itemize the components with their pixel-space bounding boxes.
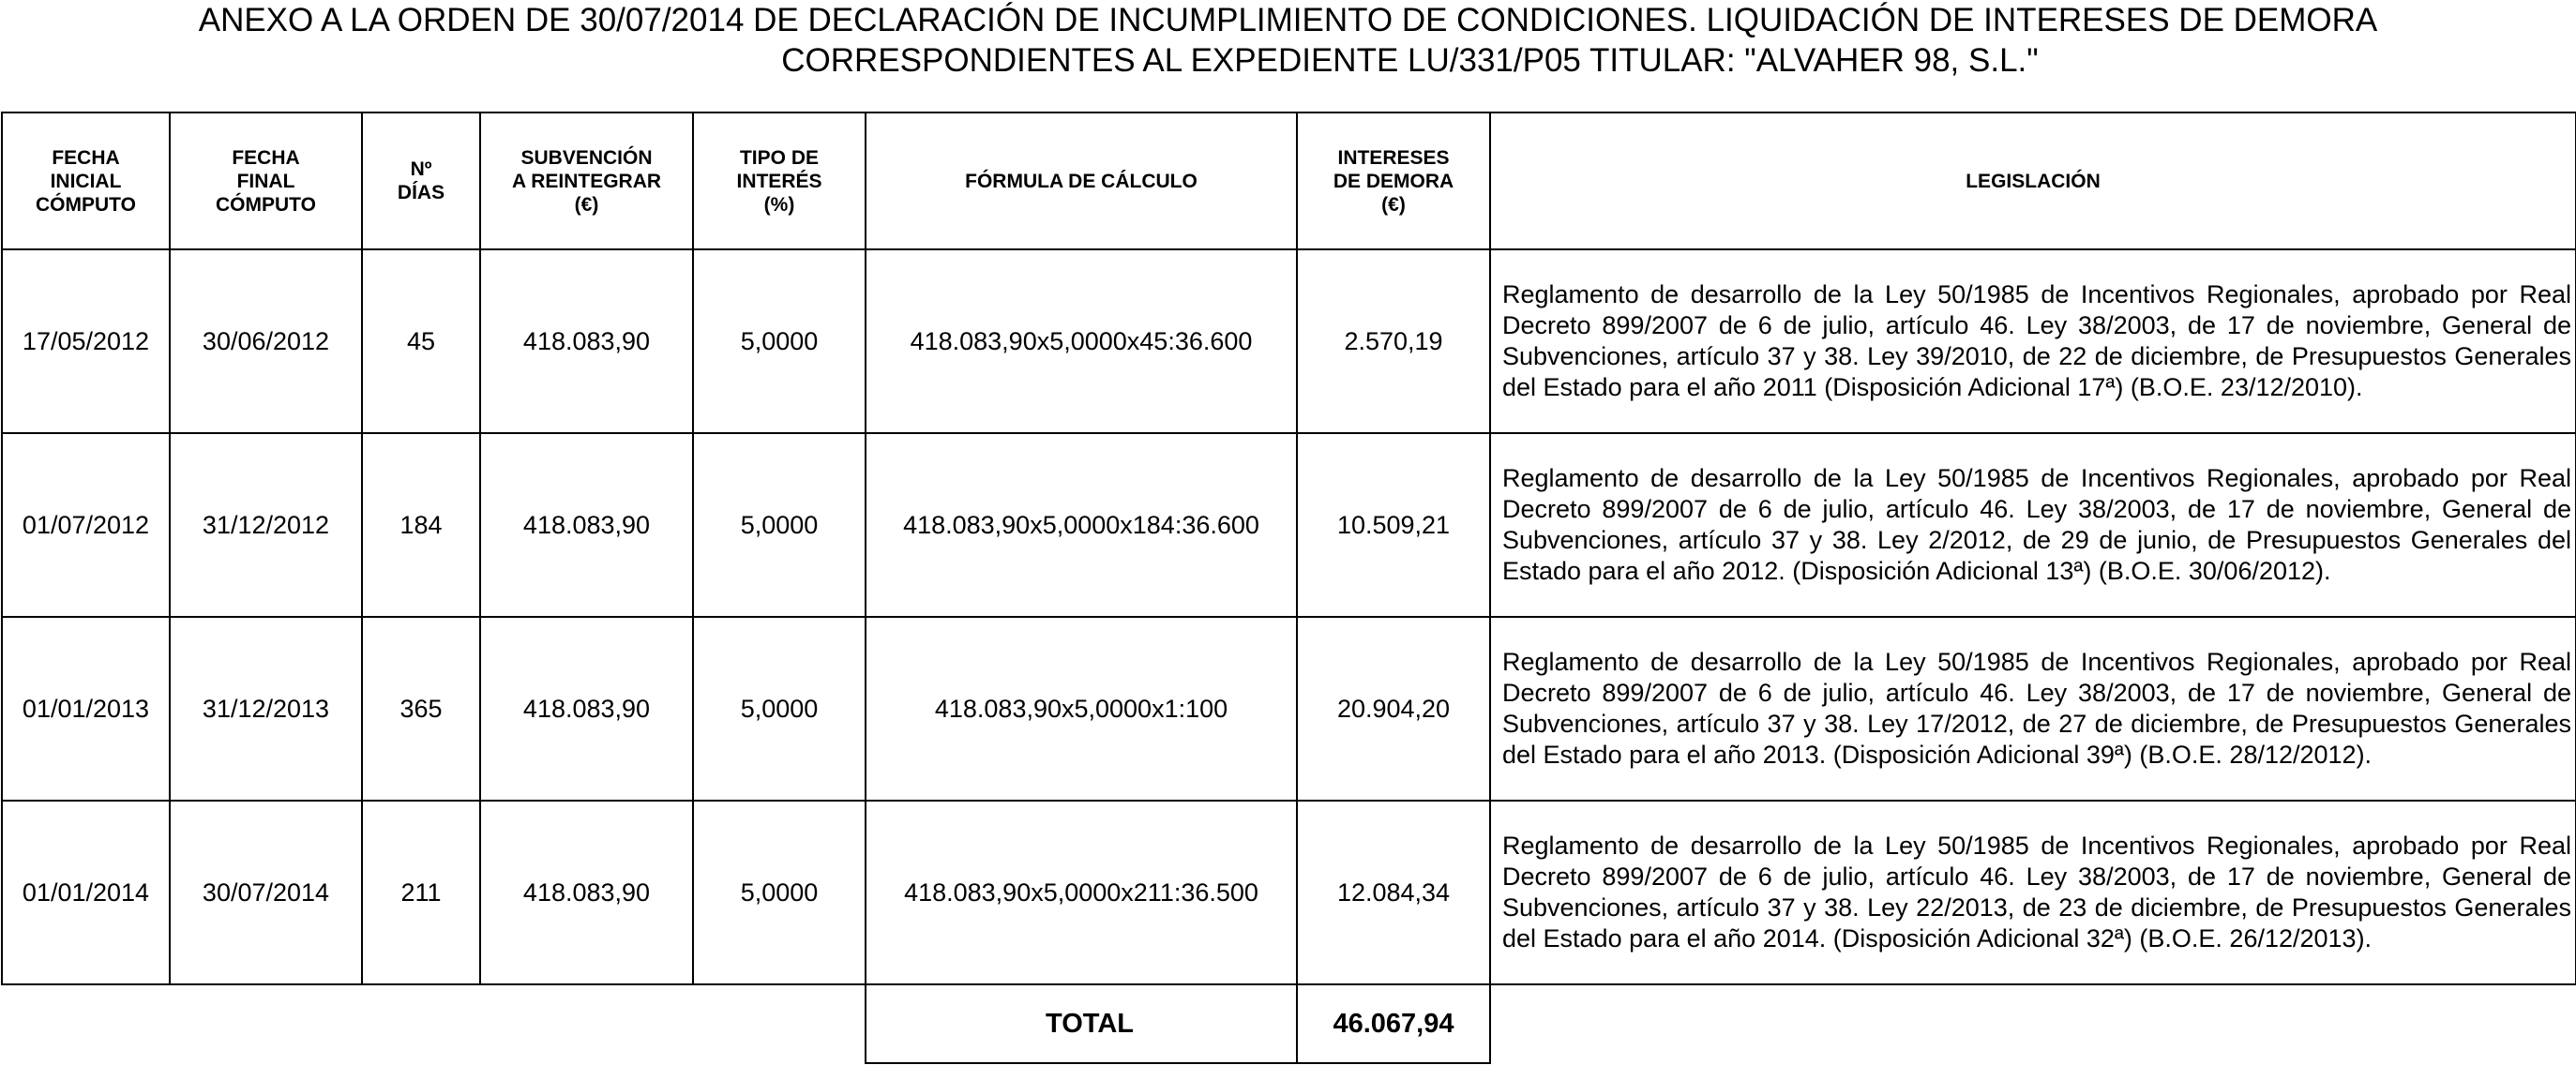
header-text: INICIAL — [50, 170, 122, 192]
total-row-spacer — [2, 984, 866, 1063]
total-value: 46.067,94 — [1297, 984, 1490, 1063]
cell-intereses: 20.904,20 — [1297, 617, 1490, 801]
header-text: A REINTEGRAR — [511, 170, 662, 192]
cell-fecha-inicial: 01/01/2013 — [2, 617, 170, 801]
header-legislacion — [1490, 112, 2576, 249]
cell-tipo: 5,0000 — [693, 801, 866, 984]
cell-fecha-inicial: 01/01/2014 — [2, 801, 170, 984]
header-fecha-inicial — [2, 112, 170, 249]
cell-fecha-final: 31/12/2012 — [170, 433, 362, 617]
interest-liquidation-table — [1, 112, 2576, 1064]
cell-formula: 418.083,90x5,0000x211:36.500 — [866, 801, 1297, 984]
header-text: FINAL — [236, 170, 295, 192]
cell-dias: 184 — [362, 433, 480, 617]
table-row — [2, 249, 2576, 433]
header-text: CÓMPUTO — [216, 193, 316, 216]
cell-tipo: 5,0000 — [693, 433, 866, 617]
cell-fecha-final: 31/12/2013 — [170, 617, 362, 801]
cell-tipo: 5,0000 — [693, 249, 866, 433]
cell-dias: 211 — [362, 801, 480, 984]
header-text: TIPO DE — [739, 146, 819, 169]
header-num-dias — [362, 112, 480, 249]
header-text: (€) — [574, 193, 599, 216]
document-title-line-1: ANEXO A LA ORDEN DE 30/07/2014 DE DECLARACIÓN DE INCUMPLIMIENTO DE CONDICIONES. LIQUIDACIÓN DE INTERESES DE DEMORA — [198, 2, 2378, 38]
cell-formula: 418.083,90x5,0000x1:100 — [866, 617, 1297, 801]
cell-fecha-final: 30/06/2012 — [170, 249, 362, 433]
cell-subvencion: 418.083,90 — [480, 801, 693, 984]
cell-intereses: 2.570,19 — [1297, 249, 1490, 433]
cell-subvencion: 418.083,90 — [480, 433, 693, 617]
header-subvencion — [480, 112, 693, 249]
document-title — [0, 0, 2576, 81]
header-intereses — [1297, 112, 1490, 249]
cell-intereses: 10.509,21 — [1297, 433, 1490, 617]
header-text: (€) — [1381, 193, 1406, 216]
cell-formula: 418.083,90x5,0000x184:36.600 — [866, 433, 1297, 617]
total-label: TOTAL — [866, 984, 1297, 1063]
cell-legislacion: Reglamento de desarrollo de la Ley 50/1985 de Incentivos Regionales, aprobado por Real Decreto 899/2007 de 6 de julio, artículo 46. Ley 38/2003, de 17 de noviembre, General de Subvenciones, artículo 37 y 38. Ley 2/2012, de 29 de junio, de Presupuestos Generales del Estado para el año 2012. (Disposición Adicional 13ª) (B.O.E. 30/06/2012). — [1490, 433, 2576, 617]
header-text: DÍAS — [397, 182, 445, 203]
cell-dias: 365 — [362, 617, 480, 801]
cell-subvencion: 418.083,90 — [480, 617, 693, 801]
cell-subvencion: 418.083,90 — [480, 249, 693, 433]
header-text: INTERÉS — [736, 170, 822, 192]
cell-tipo: 5,0000 — [693, 617, 866, 801]
table-header-row — [2, 112, 2576, 249]
header-formula — [866, 112, 1297, 249]
header-text: SUBVENCIÓN — [520, 146, 653, 169]
cell-intereses: 12.084,34 — [1297, 801, 1490, 984]
cell-legislacion: Reglamento de desarrollo de la Ley 50/1985 de Incentivos Regionales, aprobado por Real Decreto 899/2007 de 6 de julio, artículo 46. Ley 38/2003, de 17 de noviembre, General de Subvenciones, artículo 37 y 38. Ley 22/2013, de 23 de diciembre, de Presupuestos Generales del Estado para el año 2014. (Disposición Adicional 32ª) (B.O.E. 26/12/2013). — [1490, 801, 2576, 984]
cell-legislacion: Reglamento de desarrollo de la Ley 50/1985 de Incentivos Regionales, aprobado por Real Decreto 899/2007 de 6 de julio, artículo 46. Ley 38/2003, de 17 de noviembre, General de Subvenciones, artículo 37 y 38. Ley 39/2010, de 22 de diciembre, de Presupuestos Generales del Estado para el año 2011 (Disposición Adicional 17ª) (B.O.E. 23/12/2010). — [1490, 249, 2576, 433]
header-text: DE DEMORA — [1333, 170, 1454, 192]
header-text: INTERESES — [1337, 146, 1450, 169]
cell-formula: 418.083,90x5,0000x45:36.600 — [866, 249, 1297, 433]
header-fecha-final — [170, 112, 362, 249]
document-title-line-2: CORRESPONDIENTES AL EXPEDIENTE LU/331/P05 TITULAR: "ALVAHER 98, S.L." — [781, 42, 2039, 79]
header-text: FECHA — [232, 146, 300, 169]
header-tipo-interes — [693, 112, 866, 249]
cell-fecha-inicial: 17/05/2012 — [2, 249, 170, 433]
header-text: Nº — [410, 158, 432, 180]
cell-fecha-final: 30/07/2014 — [170, 801, 362, 984]
cell-dias: 45 — [362, 249, 480, 433]
header-text: LEGISLACIÓN — [1966, 170, 2101, 192]
total-row — [2, 984, 2576, 1063]
header-text: FÓRMULA DE CÁLCULO — [965, 170, 1198, 192]
header-text: FECHA — [52, 146, 120, 169]
cell-fecha-inicial: 01/07/2012 — [2, 433, 170, 617]
table-row — [2, 617, 2576, 801]
table-row — [2, 801, 2576, 984]
header-text: (%) — [763, 193, 795, 216]
header-text: CÓMPUTO — [36, 193, 136, 216]
cell-legislacion: Reglamento de desarrollo de la Ley 50/1985 de Incentivos Regionales, aprobado por Real Decreto 899/2007 de 6 de julio, artículo 46. Ley 38/2003, de 17 de noviembre, General de Subvenciones, artículo 37 y 38. Ley 17/2012, de 27 de diciembre, de Presupuestos Generales del Estado para el año 2013. (Disposición Adicional 39ª) (B.O.E. 28/12/2012). — [1490, 617, 2576, 801]
table-row — [2, 433, 2576, 617]
total-row-spacer-right — [1490, 984, 2576, 1063]
